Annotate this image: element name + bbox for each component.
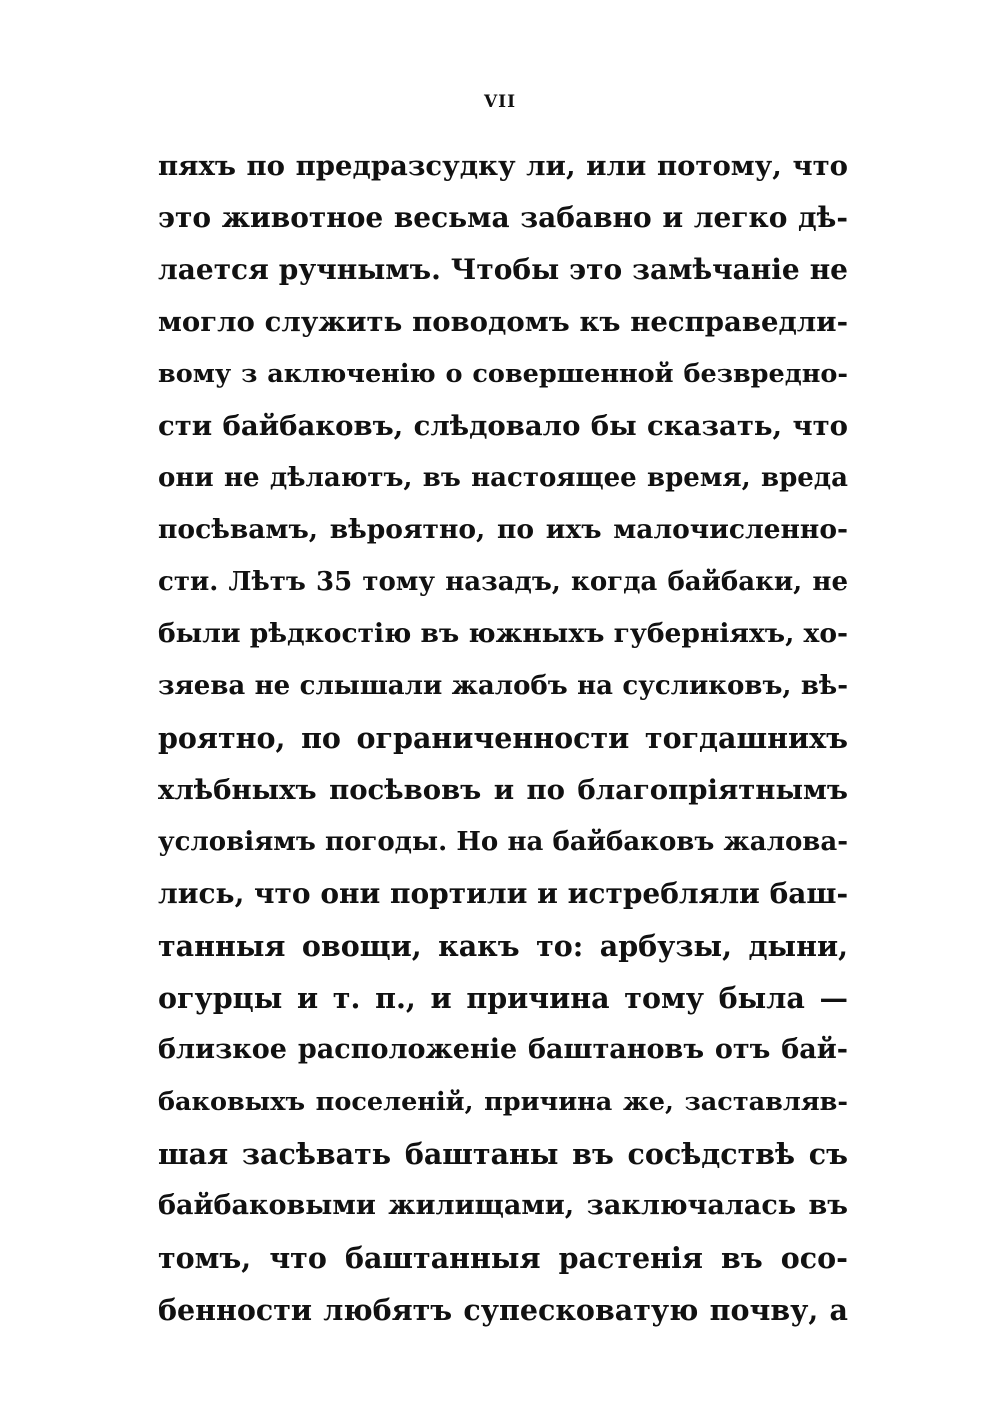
- text-line-11: зяева не слышали жалобъ на сусликовъ, вѣ-: [158, 671, 848, 701]
- text-line-7: они не дѣлаютъ, въ настоящее время, вреда: [158, 463, 848, 493]
- text-line-1: пяхъ по предразсудку ли, или потому, что: [158, 150, 848, 182]
- text-line-21: байбаковыми жилищами, заключалась въ: [158, 1190, 848, 1221]
- text-line-18: близкое расположеніе баштановъ отъ бай-: [158, 1034, 848, 1065]
- text-line-3: лается ручнымъ. Чтобы это замѣчаніе не: [158, 253, 848, 286]
- text-line-16: танныя овощи, какъ то: арбузы, дыни,: [158, 929, 848, 963]
- text-line-10: были рѣдкостію въ южныхъ губерніяхъ, хо-: [158, 618, 848, 649]
- text-line-9: сти. Лѣтъ 35 тому назадъ, когда байбаки, не: [158, 567, 848, 597]
- text-line-2: это животное весьма забавно и легко дѣ-: [158, 201, 848, 234]
- body-text: [158, 140, 848, 1336]
- text-line-14: условіямъ погоды. Но на байбаковъ жалова-: [158, 827, 848, 857]
- text-line-5: вому з аключенію о совершенной безвредно-: [158, 359, 848, 389]
- text-line-23: бенности любятъ супесковатую почву, а: [158, 1293, 848, 1327]
- text-line-22: томъ, что баштанныя растенія въ осо-: [158, 1241, 848, 1275]
- text-line-13: хлѣбныхъ посѣвовъ и по благопріятнымъ: [158, 774, 848, 806]
- text-line-15: лись, что они портили и истребляли баш-: [158, 877, 848, 910]
- text-line-20: шая засѣвать баштаны въ сосѣдствѣ съ: [158, 1137, 848, 1171]
- page-number: VII: [483, 92, 517, 112]
- text-line-8: посѣвамъ, вѣроятно, по ихъ малочисленно-: [158, 514, 848, 545]
- text-line-12: роятно, по ограниченности тогдашнихъ: [158, 721, 848, 755]
- text-line-19: баковыхъ поселеній, причина же, заставляв-: [158, 1087, 848, 1117]
- text-line-4: могло служить поводомъ къ несправедли-: [158, 306, 848, 338]
- text-line-17: огурцы и т. п., и причина тому была —: [158, 981, 848, 1015]
- text-line-6: сти байбаковъ, слѣдовало бы сказать, что: [158, 410, 848, 442]
